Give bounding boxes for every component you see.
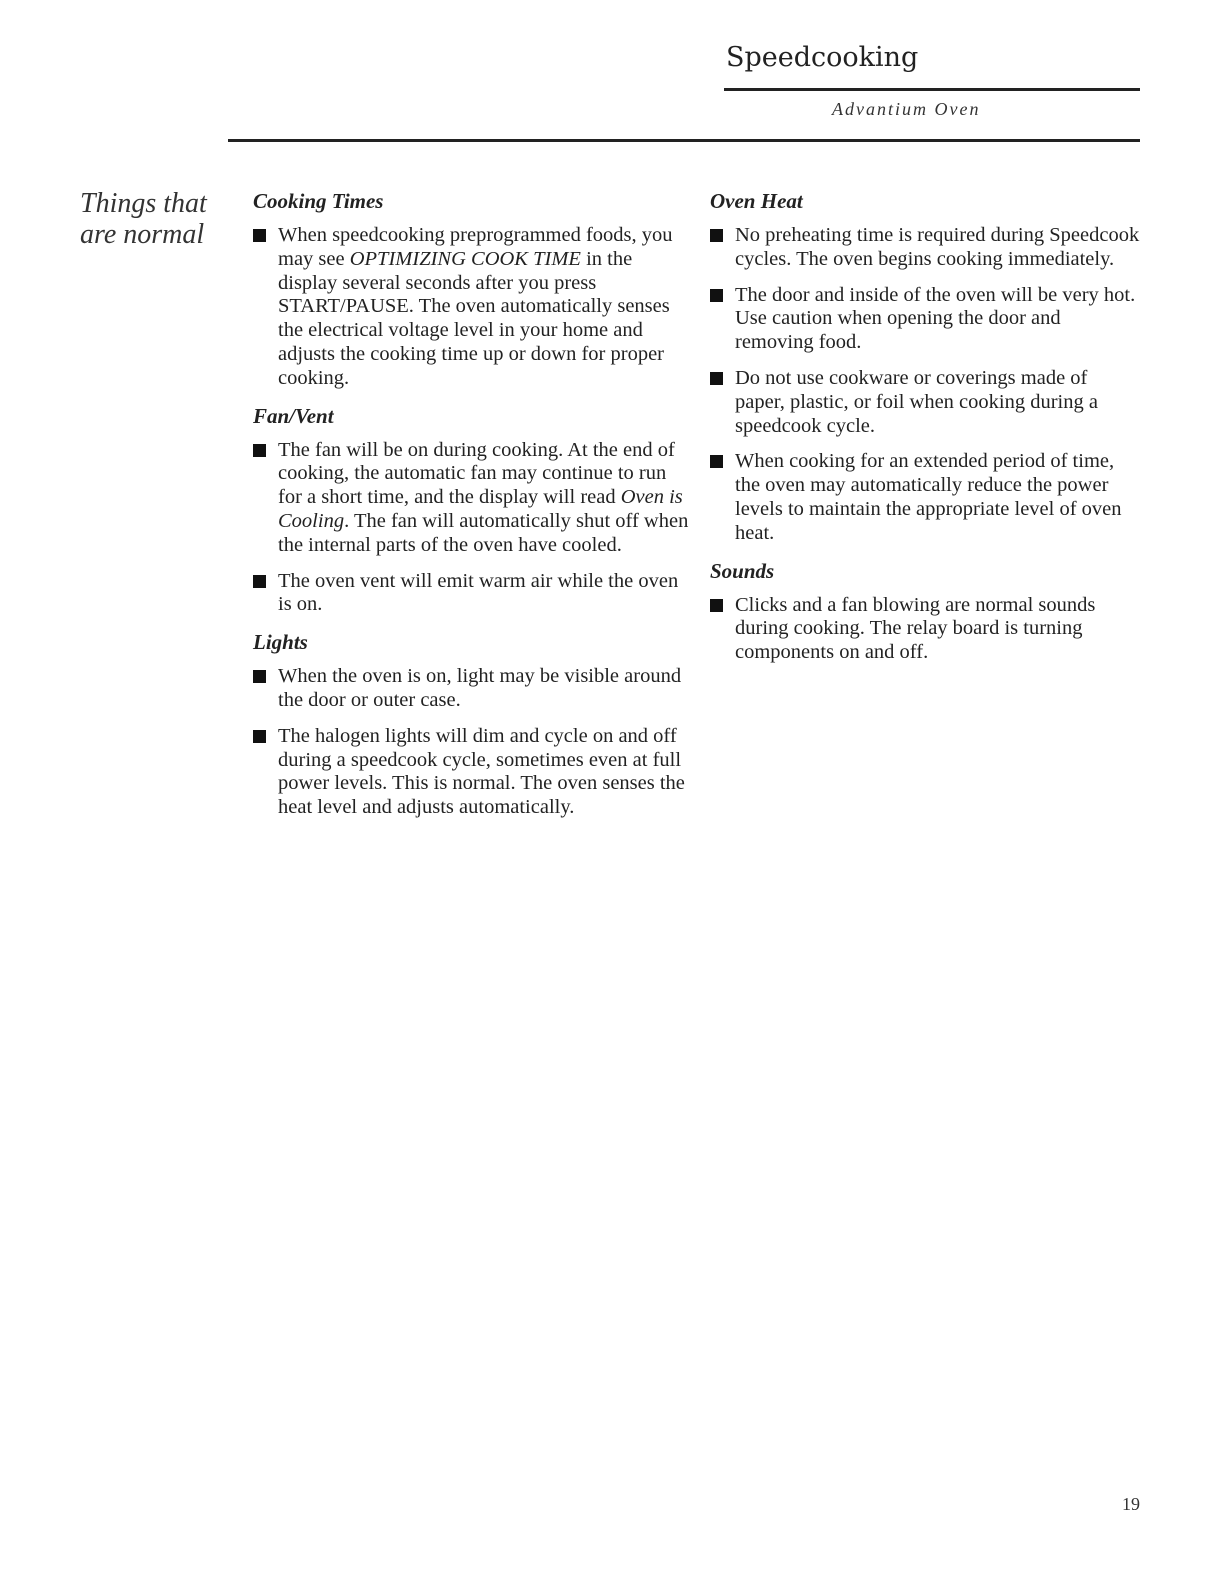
item-text: Do not use cookware or coverings made of paper, plastic, or foil when cooking during a speedcook cycle. [735, 366, 1098, 437]
item-text: When speedcooking preprogrammed foods, you may see [278, 224, 673, 270]
item-text: The fan will be on during cooking. At the end of cooking, the automatic fan may continue to run for a short time, and the display will read [278, 438, 675, 509]
square-bullet-icon [710, 455, 723, 468]
square-bullet-icon [253, 730, 266, 743]
page-header-title: Speedcooking [726, 42, 919, 73]
square-bullet-icon [710, 372, 723, 385]
page-subtitle: Advantium Oven [832, 99, 981, 119]
list-item [710, 450, 1140, 545]
list-item [253, 725, 693, 820]
sounds-list [710, 594, 1140, 665]
list-item [253, 439, 693, 558]
square-bullet-icon [710, 599, 723, 612]
item-text: No preheating time is required during Speedcook cycles. The oven begins cooking immediately. [735, 224, 1140, 270]
left-column [253, 188, 693, 832]
section-divider [228, 139, 1140, 142]
oven-heat-list [710, 224, 1140, 546]
section-heading-sounds: Sounds [710, 558, 775, 583]
item-text: . The fan will automatically shut off when the internal parts of the oven have cooled. [278, 509, 689, 556]
square-bullet-icon [710, 229, 723, 242]
item-text: The door and inside of the oven will be very hot. Use caution when opening the door and removing food. [735, 283, 1136, 354]
cooking-times-list [253, 224, 693, 391]
side-heading: Things that are normal [80, 188, 207, 250]
fan-vent-list [253, 439, 693, 618]
list-item [710, 284, 1140, 355]
display-message: Oven is Cooling [278, 486, 683, 532]
square-bullet-icon [253, 575, 266, 588]
square-bullet-icon [710, 289, 723, 302]
square-bullet-icon [253, 444, 266, 457]
list-item [710, 594, 1140, 665]
item-text: When the oven is on, light may be visible around the door or outer case. [278, 665, 682, 711]
display-message: OPTIMIZING COOK TIME [349, 247, 581, 270]
item-text: Clicks and a fan blowing are normal sounds during cooking. The relay board is turning components on and off. [735, 593, 1096, 664]
square-bullet-icon [253, 229, 266, 242]
item-text: When cooking for an extended period of time, the oven may automatically reduce the power levels to maintain the appropriate level of oven heat. [735, 450, 1122, 544]
section-heading-oven-heat: Oven Heat [710, 189, 803, 213]
lights-list [253, 665, 693, 820]
list-item [710, 224, 1140, 272]
item-text: The oven vent will emit warm air while the oven is on. [278, 569, 679, 616]
header-rule [724, 88, 1140, 91]
list-item [253, 570, 693, 618]
list-item [710, 367, 1140, 438]
list-item [253, 665, 693, 713]
section-heading-cooking-times: Cooking Times [253, 189, 384, 213]
list-item [253, 224, 693, 391]
square-bullet-icon [253, 670, 266, 683]
item-text: in the display several seconds after you press START/PAUSE. The oven automatically senses the electrical voltage level in your home and adjusts the cooking time up or down for proper cooking. [278, 247, 670, 389]
section-heading-lights: Lights [253, 630, 308, 655]
item-text: The halogen lights will dim and cycle on and off during a speedcook cycle, sometimes even at full power levels. This is normal. The oven senses the heat level and adjusts automatically. [278, 724, 685, 819]
right-column [710, 188, 1140, 677]
page-number: 19 [1122, 1494, 1140, 1514]
section-heading-fan-vent: Fan/Vent [253, 403, 334, 428]
